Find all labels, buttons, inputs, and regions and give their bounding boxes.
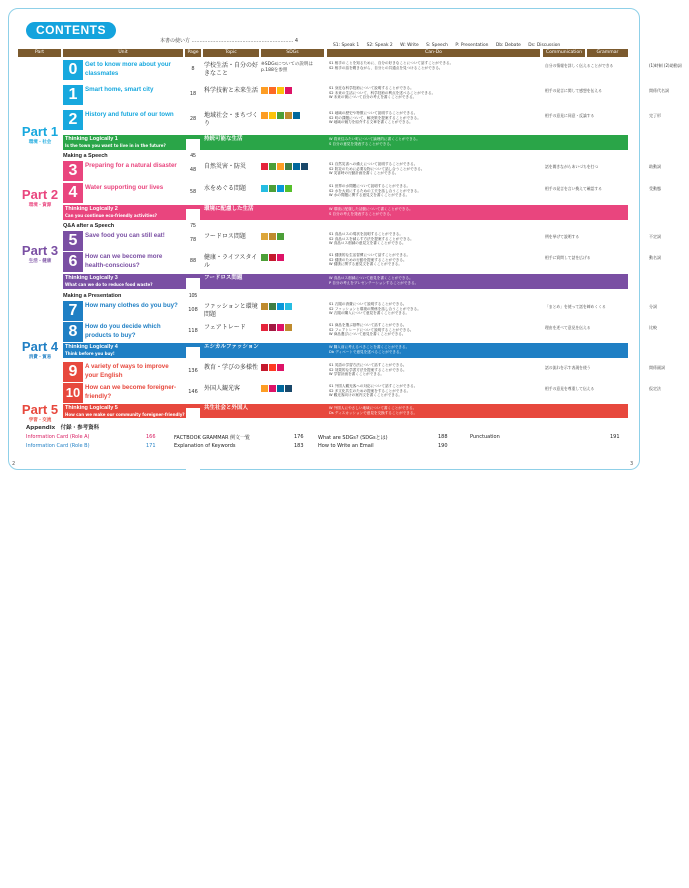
band-topic: 環境に配慮した生活 <box>204 206 254 212</box>
appendix-item[interactable] <box>318 434 448 441</box>
band-page: 70 <box>186 209 200 689</box>
appendix-heading: Appendix 付録・参考資料 <box>26 425 100 431</box>
cando-item: W 衣服の購入について意見を書くことができる。 <box>329 311 410 316</box>
cando-item: W 学習計画を書くことができる。 <box>329 372 385 377</box>
unit-number: 5 <box>63 231 83 251</box>
unit-title: Get to know more about your classmates <box>85 61 171 77</box>
cando-item: W 観光客向けの案内文を書くことができる。 <box>329 393 402 398</box>
grammar-text: 分詞 <box>649 304 657 309</box>
part-5-label <box>18 403 62 423</box>
cando-item: S2 相手の話を聞きながら、自分との共通点を見つけることができる。 <box>329 65 443 70</box>
strategy-text: 話を聞きながらあいづちを打つ <box>545 164 599 169</box>
unit-title: How can we become more health-conscious? <box>85 253 163 269</box>
cando-item: S2 未来の生活について、科学技術の利点を述べることができる。 <box>329 90 436 95</box>
appendix-item-label: Explanation of Keywords <box>174 443 236 449</box>
header-sdgs: SDGs <box>261 49 324 57</box>
sdgs-note: ※SDGsについての説明は p.188を参照 <box>261 62 313 73</box>
sdgs-icons <box>261 324 323 331</box>
cando-list <box>329 232 539 246</box>
cando-item: S1 自然災害への備えについて説明することができる。 <box>329 162 418 166</box>
unit-topic: フェアトレード <box>204 324 246 331</box>
band-cando <box>329 137 420 147</box>
band-title: Thinking Logically 5 <box>65 405 118 411</box>
unit-topic: 外国人観光客 <box>204 385 241 392</box>
unit-title: How do you decide which products to buy? <box>85 323 161 339</box>
unit-topic: フードロス問題 <box>204 233 246 240</box>
legend-w: W: Write <box>400 43 419 48</box>
unit-page: 78 <box>186 237 200 717</box>
part-3-subtitle: 生活・健康 <box>28 258 52 263</box>
cando-item: S1 地域の歴史や特徴について説明することができる。 <box>329 111 418 115</box>
strategy-text: 相手に質問して話を広げる <box>545 255 591 260</box>
thinking-logically-band[interactable] <box>63 404 628 418</box>
unit-page: 18 <box>186 91 200 571</box>
part-5-subtitle: 学習・交流 <box>28 417 52 422</box>
strategy-text: 理由を述べて意見を伝える <box>545 325 591 330</box>
unit-title: Preparing for a natural disaster <box>85 162 177 169</box>
cando-list <box>329 363 539 377</box>
unit-number: 9 <box>63 362 83 382</box>
unit-page: 8 <box>186 66 200 546</box>
cando-item: W 購入前に考えるべきことを書くことができる。 <box>329 345 410 349</box>
legend-ds: Ds: Discussion <box>528 43 561 48</box>
part-2-title: Part 2 <box>21 187 59 202</box>
appendix-item[interactable] <box>174 434 304 441</box>
strategy-text: 相手の発言に関して感想を伝える <box>545 88 602 93</box>
band-cando <box>329 207 413 217</box>
appendix-item-label: Punctuation <box>470 434 500 440</box>
unit-page: 146 <box>186 389 200 869</box>
band-title: Thinking Logically 1 <box>65 136 118 142</box>
grammar-text: 比較 <box>649 325 657 330</box>
part-1-label <box>18 125 62 145</box>
band-page: 40 <box>186 139 200 619</box>
sdgs-icons <box>261 233 323 240</box>
strategy-text: 話の流れを示す表現を使う <box>545 365 591 370</box>
unit-page: 118 <box>186 328 200 808</box>
grammar-text: 関係代名詞 <box>649 88 669 93</box>
cando-list <box>329 184 539 198</box>
sdgs-icons <box>261 254 323 261</box>
band-subtitle: What can we do to reduce food waste? <box>65 282 153 287</box>
band-topic: 共生社会と外国人 <box>204 405 249 411</box>
separator-page: 45 <box>186 152 200 632</box>
cando-list <box>329 323 539 337</box>
header-topic: Topic <box>203 49 259 57</box>
band-page: 100 <box>186 278 200 758</box>
separator-row <box>63 152 628 160</box>
header-page: Page <box>185 49 201 57</box>
band-topic: 持続可能な生活 <box>204 136 243 142</box>
cando-item: S1 身近な科学技術について説明することができる。 <box>329 86 414 90</box>
legend-s1: S1: Speak 1 <box>333 43 360 48</box>
unit-topic: ファッションと環境問題 <box>204 303 258 318</box>
thinking-logically-band[interactable] <box>63 343 628 358</box>
separator-page: 75 <box>186 222 200 702</box>
unit-title: Save food you can still eat! <box>85 232 165 239</box>
unit-topic: 教育・学びの多様性 <box>204 364 259 371</box>
cando-item: S2 町の課題について、解決策を提案することができる。 <box>329 115 421 120</box>
legend-s2: S2: Speak 2 <box>366 43 393 48</box>
unit-topic: 健康・ライフスタイル <box>204 254 258 269</box>
cando-item: S2 フェアトレードについて説明することができる。 <box>329 327 414 332</box>
unit-number: 4 <box>63 183 83 203</box>
sdgs-icons <box>261 385 323 392</box>
cando-item: S1 世界の水問題について説明することができる。 <box>329 184 411 188</box>
cando-item: W 健康に関する意見文を書くことができる。 <box>329 262 402 267</box>
strategy-text: 自分の情報を詳しく伝えることができる <box>545 63 614 68</box>
legend-db: Db: Debate <box>495 43 521 48</box>
cando-list <box>329 86 539 100</box>
unit-topic: 学校生活・自分の好きなこと <box>204 62 259 77</box>
thinking-logically-band[interactable] <box>63 135 628 150</box>
cando-list <box>329 111 539 125</box>
appendix-item-page: 188 <box>438 434 448 440</box>
grammar-text: 仮定法 <box>649 386 661 391</box>
unit-number: 3 <box>63 161 83 181</box>
cando-item: S2 効果的な学習方法を提案することができる。 <box>329 367 407 372</box>
cando-item: W 商品選びについて意見を書くことができる。 <box>329 332 406 337</box>
cando-item: S2 食品ロスを減らす方法を提案することができる。 <box>329 236 414 241</box>
cando-item: W 地域の魅力を紹介する文章を書くことができる。 <box>329 120 413 125</box>
strategy-text: 相手の発言を言い換えて確認する <box>545 186 602 191</box>
sdgs-icons <box>261 364 323 371</box>
appendix-item[interactable] <box>174 443 304 449</box>
band-title: Thinking Logically 3 <box>65 275 118 281</box>
cando-item: Ds ディスカッションで意見を交換することができる。 <box>329 411 418 415</box>
strategy-text: 例を挙げて説明する <box>545 234 580 239</box>
separator-label: Making a Presentation <box>63 293 122 299</box>
cando-item: S 自分の意見を発表することができる。 <box>329 142 394 146</box>
cando-item: S1 商品を選ぶ基準について話すことができる。 <box>329 323 407 327</box>
grammar-text: 完了形 <box>649 113 661 118</box>
part-4-subtitle: 消費・貿易 <box>28 354 52 359</box>
unit-page: 108 <box>186 307 200 787</box>
cando-item: W 将来住みたい町について論理的に書くことができる。 <box>329 137 420 141</box>
unit-topic: 水をめぐる問題 <box>204 185 247 192</box>
grammar-text: 助動詞 <box>649 164 661 169</box>
strategy-text: 相手の意見を尊重して伝える <box>545 386 595 391</box>
cando-item: S2 健康のための行動を提案することができる。 <box>329 257 407 262</box>
part-2-label <box>18 188 62 208</box>
unit-number: 0 <box>63 60 83 80</box>
grammar-text: 受動態 <box>649 186 661 191</box>
appendix-item-page: 190 <box>438 443 448 449</box>
cando-item: S1 英語の学習方法について話すことができる。 <box>329 363 407 367</box>
cando-item: W 食品ロス削減の意見文を書くことができる。 <box>329 241 406 246</box>
unit-number: 1 <box>63 85 83 105</box>
unit-page: 88 <box>186 258 200 738</box>
cando-item: S2 ファッションと環境の関係を話し合うことができる。 <box>329 306 421 311</box>
unit-number: 6 <box>63 252 83 272</box>
separator-row <box>63 292 628 300</box>
unit-page: 48 <box>186 167 200 647</box>
sdgs-icons <box>261 112 323 119</box>
grammar-text: 関係副詞 <box>649 365 665 370</box>
appendix-item[interactable] <box>318 443 448 449</box>
band-cando <box>329 406 417 416</box>
band-title: Thinking Logically 4 <box>65 344 118 350</box>
contents-title: CONTENTS <box>26 22 116 39</box>
part-2-subtitle: 環境・資源 <box>28 202 52 207</box>
header-unit: Unit <box>63 49 183 57</box>
part-5-title: Part 5 <box>21 402 59 417</box>
cando-item: W 水の問題に関する意見文を書くことができる。 <box>329 193 410 198</box>
unit-page: 28 <box>186 116 200 596</box>
sdgs-icons <box>261 87 323 94</box>
appendix-item-label: How to Write an Email <box>318 443 374 449</box>
cando-item: S2 水を大切にするための工夫を話し合うことができる。 <box>329 188 421 193</box>
unit-title: How can we become foreigner-friendly? <box>85 384 177 400</box>
appendix-item-label: FACTBOOK GRAMMAR 例文一覧 <box>174 435 251 441</box>
appendix-item-page: 166 <box>146 434 156 440</box>
cando-item: W 食品ロス削減について意見を書くことができる。 <box>329 276 413 280</box>
unit-page: 58 <box>186 189 200 669</box>
part-4-label <box>18 340 62 360</box>
cando-list <box>329 162 539 176</box>
unit-topic: 自然災害・防災 <box>204 163 247 170</box>
header-cando: Can-Do <box>327 49 540 57</box>
unit-number: 2 <box>63 110 83 130</box>
cando-item: W 未来の街について自分の考えを書くことができる。 <box>329 95 417 100</box>
cando-item: W 災害時の行動計画を書くことができる。 <box>329 171 399 176</box>
band-subtitle: Is the town you want to live in in the future? <box>65 143 166 148</box>
cando-list <box>329 61 539 70</box>
band-title: Thinking Logically 2 <box>65 206 118 212</box>
cando-item: S1 相手のことを知るために、自分の好きなことについて話すことができる。 <box>329 61 454 65</box>
unit-topic: 地域社会・まちづくり <box>204 112 258 127</box>
header-strategy: Communication Strategy <box>543 49 585 57</box>
cando-item: S2 多文化共生のための提案をすることができる。 <box>329 388 411 393</box>
cando-item: S1 食品ロスの現状を説明することができる。 <box>329 232 403 236</box>
band-cando <box>329 276 418 286</box>
cando-item: P 自分の考えをプレゼンテーションすることができる。 <box>329 281 419 285</box>
part-1-title: Part 1 <box>21 124 59 139</box>
unit-topic: 科学技術と未来生活 <box>204 87 259 94</box>
band-page: 158 <box>186 408 200 888</box>
appendix-item-label: Information Card (Role A) <box>26 434 90 440</box>
cando-item: S2 防災のために必要な物について話し合うことができる。 <box>329 166 425 171</box>
band-topic: フードロス問題 <box>204 275 243 281</box>
header-grammar: Grammar <box>587 49 628 57</box>
unit-title: Water supporting our lives <box>85 184 164 191</box>
appendix-item-page: 191 <box>610 434 620 440</box>
appendix-item-page: 171 <box>146 443 156 449</box>
legend-s: S: Speech <box>426 43 448 48</box>
band-topic: エシカルファッション <box>204 344 259 350</box>
cando-list <box>329 302 539 316</box>
strategy-text: 「まとめ」を使って話を締めくくる <box>545 304 606 309</box>
appendix-item-page: 176 <box>294 434 304 440</box>
appendix-item[interactable] <box>470 434 620 440</box>
separator-label: Q&A after a Speech <box>63 223 115 229</box>
unit-title: A variety of ways to improve your English <box>85 363 169 379</box>
grammar-text: 不定詞 <box>649 234 661 239</box>
cando-list <box>329 384 539 398</box>
band-subtitle: Think before you buy! <box>65 351 115 356</box>
sdgs-icons <box>261 303 323 310</box>
page-number-right: 3 <box>630 461 634 467</box>
usage-line: 本書の使い方 ................................................................ 4 <box>160 38 299 44</box>
unit-number: 10 <box>63 383 83 403</box>
part-4-title: Part 4 <box>21 339 59 354</box>
cando-item: S1 外国人観光客への対応について話すことができる。 <box>329 384 418 388</box>
unit-page: 136 <box>186 368 200 848</box>
thinking-logically-band[interactable] <box>63 205 628 220</box>
thinking-logically-band[interactable] <box>63 274 628 289</box>
band-subtitle: Can you continue eco-friendly activities? <box>65 213 157 218</box>
separator-page: 105 <box>186 292 200 772</box>
cando-item: S1 健康的な生活習慣について話すことができる。 <box>329 253 411 257</box>
header-part: Part <box>18 49 61 57</box>
appendix-item-label: Information Card (Role B) <box>26 443 90 449</box>
grammar-text: 動名詞 <box>649 255 661 260</box>
unit-title: History and future of our town <box>85 111 174 118</box>
unit-number: 8 <box>63 322 83 342</box>
page-number-left: 2 <box>12 461 16 467</box>
strategy-text: 相手の意見に同意・反論する <box>545 113 595 118</box>
separator-row <box>63 222 628 230</box>
appendix-item[interactable] <box>26 443 156 449</box>
cando-item: S1 衣服の消費について説明することができる。 <box>329 302 407 306</box>
cando-list <box>329 253 539 267</box>
unit-title: Smart home, smart city <box>85 86 154 93</box>
part-1-subtitle: 環境・社会 <box>28 139 52 144</box>
appendix-item-label: What are SDGs? (SDGsとは) <box>318 435 388 441</box>
appendix-item-page: 183 <box>294 443 304 449</box>
cando-item: S 自分の考えを発表することができる。 <box>329 212 394 216</box>
part-3-label <box>18 244 62 264</box>
cando-item: W 外国人にやさしい地域について書くことができる。 <box>329 406 417 410</box>
appendix-item[interactable] <box>26 434 156 440</box>
sdgs-icons <box>261 163 323 170</box>
band-cando <box>329 345 409 355</box>
band-page: 128 <box>186 347 200 827</box>
legend-p: P: Presentation <box>455 43 489 48</box>
separator-label: Making a Speech <box>63 153 108 159</box>
unit-title: How many clothes do you buy? <box>85 302 178 309</box>
sdgs-icons <box>261 185 323 192</box>
unit-number: 7 <box>63 301 83 321</box>
skill-legend <box>333 43 566 48</box>
cando-item: Db ディベートで意見を述べることができる。 <box>329 350 404 354</box>
grammar-text: (1)時制 (2)助動詞 <box>649 63 682 68</box>
band-subtitle: How can we make our community foreigner-friendly? <box>65 412 185 417</box>
part-3-title: Part 3 <box>21 243 59 258</box>
cando-item: W 環境に配慮した活動について書くことができる。 <box>329 207 413 211</box>
